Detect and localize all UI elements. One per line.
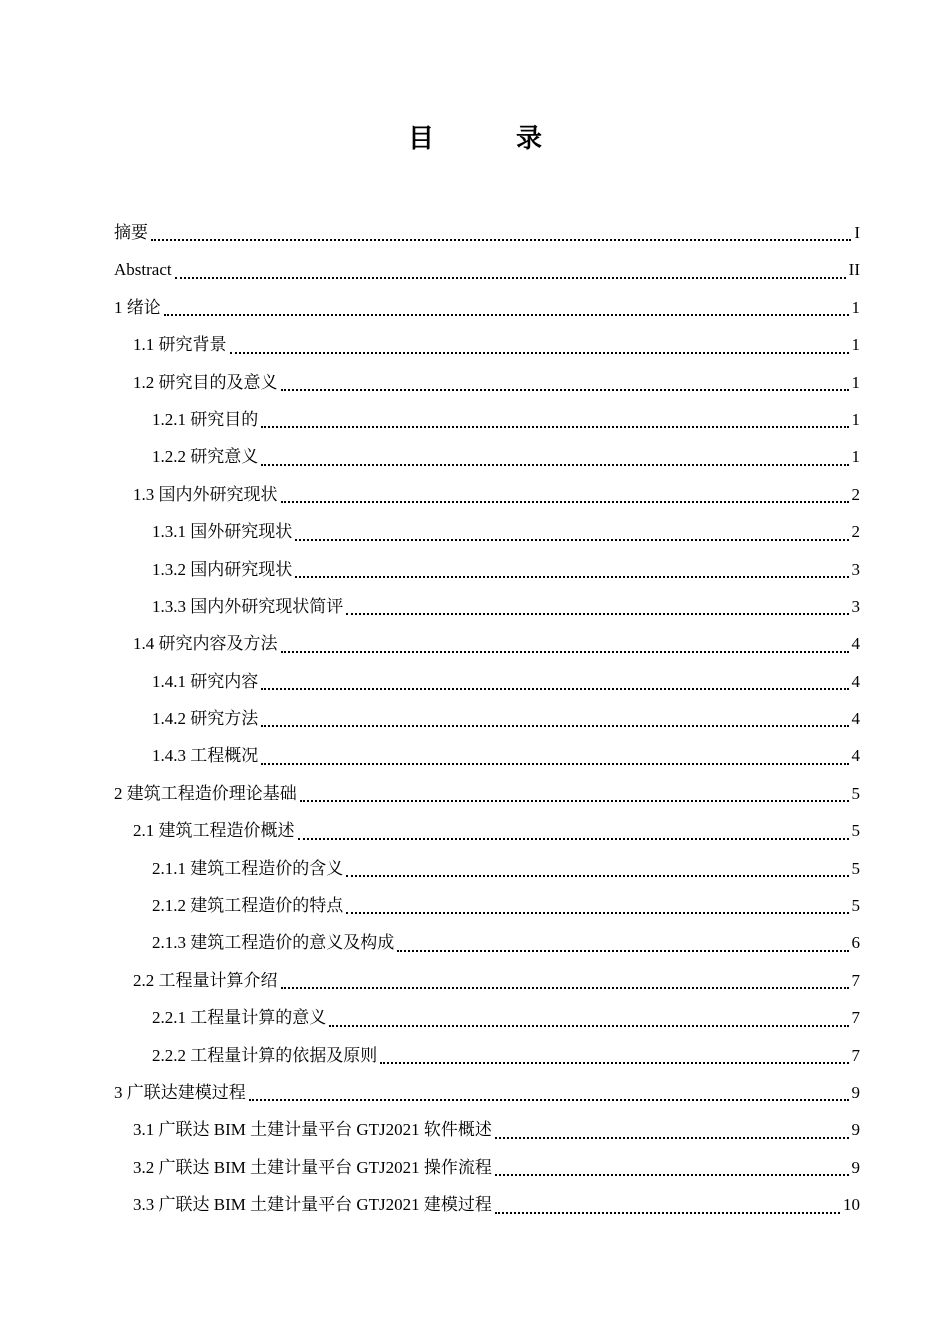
toc-entry[interactable] xyxy=(114,551,860,588)
dot-leader xyxy=(249,1099,849,1101)
toc-entry[interactable] xyxy=(114,588,860,625)
toc-entry-label: 1.2.1 研究目的 xyxy=(152,401,259,438)
toc-entry-page-number: 2 xyxy=(851,513,861,550)
toc-entry-label: 1.3.3 国内外研究现状简评 xyxy=(152,588,344,625)
toc-entry-page-number: 10 xyxy=(842,1186,860,1223)
toc-entry-label: 2.1 建筑工程造价概述 xyxy=(133,812,296,849)
toc-entry[interactable] xyxy=(114,1074,860,1111)
dot-leader xyxy=(261,688,848,690)
toc-entry[interactable] xyxy=(114,438,860,475)
toc-entry-label: 2.2 工程量计算介绍 xyxy=(133,962,279,999)
toc-entry-label: 1.4.1 研究内容 xyxy=(152,663,259,700)
toc-entry-page-number: 4 xyxy=(851,737,861,774)
dot-leader xyxy=(281,501,849,503)
dot-leader xyxy=(397,950,848,952)
toc-entry-label: 3 广联达建模过程 xyxy=(114,1074,247,1111)
toc-entry[interactable] xyxy=(114,737,860,774)
toc-entry[interactable] xyxy=(114,476,860,513)
toc-entry-page-number: 9 xyxy=(851,1074,861,1111)
toc-entry-label: 2.1.1 建筑工程造价的含义 xyxy=(152,850,344,887)
toc-entry[interactable] xyxy=(114,999,860,1036)
toc-entry[interactable] xyxy=(114,326,860,363)
toc-entry-page-number: 1 xyxy=(851,364,861,401)
toc-entry-page-number: 7 xyxy=(851,962,861,999)
toc-entry-label: 1.4.3 工程概况 xyxy=(152,737,259,774)
toc-entry-page-number: 9 xyxy=(851,1111,861,1148)
toc-entry-label: 摘要 xyxy=(114,214,149,251)
dot-leader xyxy=(380,1062,848,1064)
page-title: 目 录 xyxy=(407,124,570,154)
toc-entry[interactable] xyxy=(114,289,860,326)
toc-entry-label: 1.4.2 研究方法 xyxy=(152,700,259,737)
toc-entry[interactable] xyxy=(114,924,860,961)
toc-entry[interactable] xyxy=(114,1186,860,1223)
toc-entry[interactable] xyxy=(114,1149,860,1186)
table-of-contents xyxy=(114,214,860,1224)
toc-entry-page-number: 4 xyxy=(851,625,861,662)
toc-entry[interactable] xyxy=(114,850,860,887)
dot-leader xyxy=(495,1137,849,1139)
toc-entry-label: 2.2.2 工程量计算的依据及原则 xyxy=(152,1037,378,1074)
dot-leader xyxy=(261,426,848,428)
toc-entry-label: Abstract xyxy=(114,251,173,288)
toc-entry-page-number: I xyxy=(853,214,860,251)
dot-leader xyxy=(261,725,848,727)
toc-entry-label: 1.2.2 研究意义 xyxy=(152,438,259,475)
toc-entry[interactable] xyxy=(114,775,860,812)
toc-entry-page-number: 2 xyxy=(851,476,861,513)
toc-entry-page-number: 4 xyxy=(851,700,861,737)
dot-leader xyxy=(281,389,849,391)
dot-leader xyxy=(300,800,849,802)
toc-entry-page-number: 9 xyxy=(851,1149,861,1186)
toc-entry-page-number: 1 xyxy=(851,401,861,438)
toc-entry-page-number: 1 xyxy=(851,438,861,475)
toc-entry-page-number: 5 xyxy=(851,775,861,812)
toc-entry-page-number: 5 xyxy=(851,850,861,887)
dot-leader xyxy=(261,763,848,765)
toc-entry-page-number: II xyxy=(848,251,860,288)
toc-entry-label: 1.3.1 国外研究现状 xyxy=(152,513,293,550)
toc-entry-page-number: 4 xyxy=(851,663,861,700)
toc-entry-label: 3.1 广联达 BIM 土建计量平台 GTJ2021 软件概述 xyxy=(133,1111,493,1148)
toc-entry[interactable] xyxy=(114,1037,860,1074)
toc-entry-label: 2.1.2 建筑工程造价的特点 xyxy=(152,887,344,924)
dot-leader xyxy=(281,651,849,653)
toc-entry[interactable] xyxy=(114,887,860,924)
toc-entry-label: 3.2 广联达 BIM 土建计量平台 GTJ2021 操作流程 xyxy=(133,1149,493,1186)
toc-entry-page-number: 6 xyxy=(851,924,861,961)
dot-leader xyxy=(346,613,848,615)
toc-entry-label: 2.1.3 建筑工程造价的意义及构成 xyxy=(152,924,395,961)
toc-entry[interactable] xyxy=(114,251,860,288)
toc-entry-page-number: 7 xyxy=(851,999,861,1036)
toc-entry-page-number: 5 xyxy=(851,887,861,924)
toc-entry[interactable] xyxy=(114,625,860,662)
dot-leader xyxy=(151,239,851,241)
toc-entry-page-number: 5 xyxy=(851,812,861,849)
dot-leader xyxy=(495,1212,840,1214)
toc-entry[interactable] xyxy=(114,401,860,438)
dot-leader xyxy=(298,838,849,840)
dot-leader xyxy=(175,277,846,279)
toc-entry-page-number: 1 xyxy=(851,326,861,363)
toc-entry[interactable] xyxy=(114,812,860,849)
dot-leader xyxy=(261,464,848,466)
dot-leader xyxy=(295,576,848,578)
toc-entry-page-number: 1 xyxy=(851,289,861,326)
toc-entry[interactable] xyxy=(114,1111,860,1148)
toc-entry-label: 2 建筑工程造价理论基础 xyxy=(114,775,298,812)
toc-entry-label: 1.4 研究内容及方法 xyxy=(133,625,279,662)
toc-entry[interactable] xyxy=(114,700,860,737)
dot-leader xyxy=(281,987,849,989)
toc-entry-page-number: 3 xyxy=(851,588,861,625)
dot-leader xyxy=(295,539,848,541)
toc-entry[interactable] xyxy=(114,214,860,251)
dot-leader xyxy=(346,875,848,877)
toc-entry[interactable] xyxy=(114,663,860,700)
toc-entry[interactable] xyxy=(114,513,860,550)
dot-leader xyxy=(495,1174,849,1176)
toc-entry-label: 1.3 国内外研究现状 xyxy=(133,476,279,513)
toc-entry[interactable] xyxy=(114,364,860,401)
toc-entry-label: 1.2 研究目的及意义 xyxy=(133,364,279,401)
toc-entry-label: 3.3 广联达 BIM 土建计量平台 GTJ2021 建模过程 xyxy=(133,1186,493,1223)
dot-leader xyxy=(329,1025,848,1027)
toc-entry-page-number: 3 xyxy=(851,551,861,588)
dot-leader xyxy=(346,912,848,914)
toc-entry-label: 2.2.1 工程量计算的意义 xyxy=(152,999,327,1036)
dot-leader xyxy=(164,314,849,316)
toc-entry-label: 1.3.2 国内研究现状 xyxy=(152,551,293,588)
toc-entry-label: 1 绪论 xyxy=(114,289,162,326)
dot-leader xyxy=(230,352,849,354)
toc-entry[interactable] xyxy=(114,962,860,999)
toc-entry-page-number: 7 xyxy=(851,1037,861,1074)
toc-entry-label: 1.1 研究背景 xyxy=(133,326,228,363)
